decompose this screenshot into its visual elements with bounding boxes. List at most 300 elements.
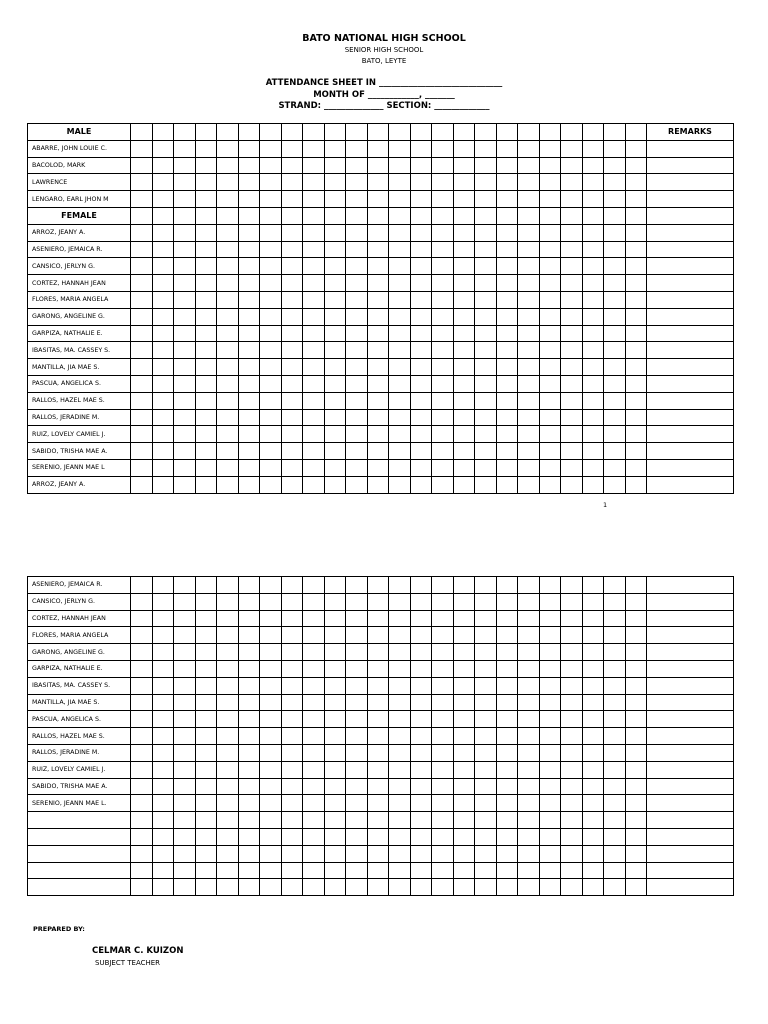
attendance-cell [217, 291, 239, 308]
attendance-cell [152, 207, 174, 224]
attendance-cell [518, 375, 540, 392]
remarks-cell [647, 157, 734, 174]
attendance-cell [260, 828, 282, 845]
attendance-cell [303, 476, 325, 493]
attendance-cell [324, 862, 346, 879]
attendance-cell [367, 778, 389, 795]
attendance-cell [238, 862, 260, 879]
attendance-cell [238, 761, 260, 778]
attendance-cell [432, 409, 454, 426]
attendance-cell [174, 795, 196, 812]
table-row [28, 660, 734, 677]
attendance-cell [131, 828, 153, 845]
attendance-cell [217, 879, 239, 896]
attendance-cell [281, 778, 303, 795]
attendance-cell [604, 476, 626, 493]
attendance-cell [281, 610, 303, 627]
attendance-cell [324, 476, 346, 493]
attendance-cell [367, 677, 389, 694]
attendance-cell [217, 761, 239, 778]
attendance-cell [260, 577, 282, 594]
attendance-cell [453, 828, 475, 845]
attendance-cell [260, 191, 282, 208]
remarks-cell [647, 828, 734, 845]
attendance-cell [367, 711, 389, 728]
attendance-cell [518, 291, 540, 308]
attendance-cell [303, 224, 325, 241]
attendance-cell [174, 140, 196, 157]
remarks-cell [647, 426, 734, 443]
attendance-cell [260, 359, 282, 376]
attendance-cell [625, 845, 647, 862]
attendance-cell [518, 275, 540, 292]
attendance-cell [131, 258, 153, 275]
attendance-cell [238, 207, 260, 224]
table-row [28, 342, 734, 359]
student-name-cell: MANTILLA, JIA MAE S. [28, 694, 131, 711]
table-row [28, 711, 734, 728]
attendance-cell [238, 325, 260, 342]
attendance-cell [389, 744, 411, 761]
attendance-cell [195, 862, 217, 879]
attendance-cell [174, 677, 196, 694]
attendance-cell [496, 140, 518, 157]
attendance-cell [346, 728, 368, 745]
attendance-cell [453, 677, 475, 694]
attendance-cell [131, 157, 153, 174]
attendance-cell [367, 627, 389, 644]
attendance-cell [303, 375, 325, 392]
header-row [28, 124, 734, 141]
student-name-cell: CANSICO, JERLYN G. [28, 258, 131, 275]
attendance-cell [346, 241, 368, 258]
attendance-cell [346, 812, 368, 829]
attendance-cell [131, 761, 153, 778]
attendance-cell [582, 862, 604, 879]
attendance-cell [625, 443, 647, 460]
attendance-cell [303, 744, 325, 761]
attendance-cell [496, 275, 518, 292]
attendance-cell [346, 342, 368, 359]
attendance-cell [625, 593, 647, 610]
attendance-cell [324, 795, 346, 812]
attendance-cell [561, 174, 583, 191]
attendance-cell [518, 644, 540, 661]
attendance-cell [625, 862, 647, 879]
attendance-cell [346, 476, 368, 493]
remarks-cell [647, 660, 734, 677]
attendance-cell [539, 443, 561, 460]
attendance-cell [367, 207, 389, 224]
attendance-cell [604, 291, 626, 308]
attendance-cell [475, 140, 497, 157]
attendance-cell [217, 124, 239, 141]
remarks-cell [647, 375, 734, 392]
table-row [28, 728, 734, 745]
attendance-cell [281, 275, 303, 292]
attendance-cell [238, 392, 260, 409]
attendance-cell [260, 140, 282, 157]
attendance-cell [131, 476, 153, 493]
attendance-cell [410, 694, 432, 711]
attendance-cell [152, 308, 174, 325]
attendance-cell [367, 744, 389, 761]
attendance-cell [496, 627, 518, 644]
attendance-cell [389, 409, 411, 426]
attendance-cell [432, 778, 454, 795]
attendance-cell [324, 291, 346, 308]
attendance-cell [324, 359, 346, 376]
attendance-cell [367, 443, 389, 460]
attendance-cell [561, 359, 583, 376]
attendance-cell [195, 761, 217, 778]
attendance-cell [496, 845, 518, 862]
attendance-cell [475, 744, 497, 761]
attendance-cell [238, 443, 260, 460]
attendance-cell [346, 677, 368, 694]
attendance-cell [238, 275, 260, 292]
attendance-cell [475, 627, 497, 644]
attendance-cell [625, 157, 647, 174]
attendance-cell [281, 140, 303, 157]
attendance-cell [131, 593, 153, 610]
attendance-cell [539, 325, 561, 342]
attendance-cell [174, 778, 196, 795]
attendance-cell [625, 191, 647, 208]
attendance-cell [604, 443, 626, 460]
attendance-cell [410, 157, 432, 174]
attendance-cell [324, 728, 346, 745]
attendance-cell [561, 610, 583, 627]
attendance-cell [582, 392, 604, 409]
attendance-cell [518, 308, 540, 325]
attendance-cell [453, 627, 475, 644]
attendance-cell [174, 426, 196, 443]
attendance-cell [539, 140, 561, 157]
remarks-cell [647, 258, 734, 275]
attendance-cell [410, 728, 432, 745]
attendance-cell [389, 207, 411, 224]
attendance-cell [518, 258, 540, 275]
attendance-cell [453, 812, 475, 829]
attendance-cell [152, 392, 174, 409]
attendance-cell [281, 325, 303, 342]
attendance-cell [152, 644, 174, 661]
attendance-cell [496, 375, 518, 392]
attendance-cell [152, 744, 174, 761]
attendance-cell [281, 191, 303, 208]
student-name-cell [28, 812, 131, 829]
attendance-cell [539, 241, 561, 258]
attendance-cell [453, 140, 475, 157]
remarks-cell [647, 459, 734, 476]
table-row [28, 375, 734, 392]
attendance-cell [432, 728, 454, 745]
signatory-name: CELMAR C. KUIZON [92, 946, 184, 956]
attendance-cell [561, 677, 583, 694]
attendance-cell [260, 241, 282, 258]
attendance-cell [174, 157, 196, 174]
attendance-cell [389, 761, 411, 778]
attendance-cell [260, 325, 282, 342]
attendance-cell [217, 174, 239, 191]
attendance-cell [475, 476, 497, 493]
student-name-cell: PASCUA, ANGELICA S. [28, 375, 131, 392]
attendance-cell [410, 828, 432, 845]
attendance-cell [432, 443, 454, 460]
attendance-cell [475, 459, 497, 476]
attendance-cell [367, 879, 389, 896]
attendance-cell [496, 392, 518, 409]
attendance-cell [539, 157, 561, 174]
attendance-cell [453, 845, 475, 862]
attendance-cell [539, 476, 561, 493]
attendance-cell [582, 359, 604, 376]
remarks-cell [647, 577, 734, 594]
attendance-cell [625, 627, 647, 644]
student-name-cell: RALLOS, JERADINE M. [28, 744, 131, 761]
attendance-cell [131, 359, 153, 376]
remarks-cell [647, 409, 734, 426]
attendance-cell [238, 124, 260, 141]
attendance-cell [539, 359, 561, 376]
attendance-cell [561, 593, 583, 610]
attendance-cell [453, 325, 475, 342]
attendance-cell [281, 694, 303, 711]
attendance-cell [281, 845, 303, 862]
attendance-cell [561, 627, 583, 644]
attendance-cell [346, 644, 368, 661]
attendance-cell [195, 157, 217, 174]
attendance-cell [260, 879, 282, 896]
attendance-cell [539, 258, 561, 275]
attendance-cell [561, 443, 583, 460]
attendance-cell [561, 375, 583, 392]
attendance-cell [432, 879, 454, 896]
attendance-cell [260, 761, 282, 778]
attendance-cell [518, 812, 540, 829]
attendance-cell [152, 660, 174, 677]
attendance-cell [260, 375, 282, 392]
attendance-cell [582, 342, 604, 359]
attendance-cell [539, 711, 561, 728]
attendance-cell [518, 224, 540, 241]
attendance-cell [518, 124, 540, 141]
remarks-cell [647, 879, 734, 896]
attendance-cell [410, 879, 432, 896]
attendance-cell [432, 711, 454, 728]
attendance-cell [561, 426, 583, 443]
attendance-cell [410, 577, 432, 594]
attendance-cell [582, 258, 604, 275]
attendance-cell [410, 778, 432, 795]
attendance-cell [604, 174, 626, 191]
attendance-cell [152, 191, 174, 208]
attendance-cell [303, 610, 325, 627]
attendance-cell [346, 459, 368, 476]
table-row [28, 644, 734, 661]
attendance-cell [346, 359, 368, 376]
student-name-cell: RALLOS, JERADINE M. [28, 409, 131, 426]
attendance-cell [367, 191, 389, 208]
attendance-cell [152, 241, 174, 258]
attendance-cell [496, 291, 518, 308]
attendance-cell [195, 224, 217, 241]
attendance-cell [303, 359, 325, 376]
attendance-cell [281, 308, 303, 325]
attendance-cell [238, 191, 260, 208]
attendance-cell [518, 325, 540, 342]
remarks-cell [647, 677, 734, 694]
attendance-cell [281, 409, 303, 426]
attendance-cell [303, 761, 325, 778]
attendance-cell [324, 140, 346, 157]
attendance-cell [152, 140, 174, 157]
attendance-cell [238, 157, 260, 174]
attendance-cell [217, 224, 239, 241]
attendance-cell [410, 392, 432, 409]
attendance-cell [625, 275, 647, 292]
attendance-cell [238, 140, 260, 157]
attendance-cell [238, 728, 260, 745]
attendance-cell [410, 207, 432, 224]
attendance-cell [152, 459, 174, 476]
attendance-cell [152, 677, 174, 694]
attendance-cell [389, 577, 411, 594]
attendance-cell [518, 879, 540, 896]
attendance-cell [496, 728, 518, 745]
attendance-cell [561, 224, 583, 241]
remarks-cell [647, 845, 734, 862]
attendance-cell [475, 174, 497, 191]
attendance-cell [475, 241, 497, 258]
attendance-cell [346, 426, 368, 443]
attendance-cell [582, 694, 604, 711]
attendance-cell [561, 644, 583, 661]
student-name-cell: IBASITAS, MA. CASSEY S. [28, 342, 131, 359]
attendance-cell [389, 459, 411, 476]
attendance-cell [152, 728, 174, 745]
attendance-cell [496, 761, 518, 778]
attendance-cell [260, 627, 282, 644]
attendance-cell [475, 711, 497, 728]
attendance-cell [389, 795, 411, 812]
attendance-cell [518, 157, 540, 174]
attendance-cell [367, 342, 389, 359]
attendance-cell [281, 677, 303, 694]
attendance-cell [453, 744, 475, 761]
attendance-cell [217, 191, 239, 208]
attendance-cell [432, 342, 454, 359]
attendance-cell [131, 610, 153, 627]
attendance-cell [260, 426, 282, 443]
attendance-cell [174, 191, 196, 208]
remarks-header: REMARKS [647, 124, 734, 141]
attendance-cell [625, 744, 647, 761]
attendance-cell [453, 577, 475, 594]
attendance-cell [281, 392, 303, 409]
attendance-cell [195, 291, 217, 308]
attendance-cell [217, 359, 239, 376]
table-row [28, 459, 734, 476]
attendance-cell [496, 241, 518, 258]
attendance-cell [303, 644, 325, 661]
attendance-cell [131, 443, 153, 460]
table-row [28, 409, 734, 426]
attendance-cell [496, 795, 518, 812]
attendance-cell [281, 443, 303, 460]
attendance-cell [324, 610, 346, 627]
attendance-cell [582, 778, 604, 795]
attendance-cell [367, 325, 389, 342]
remarks-cell [647, 392, 734, 409]
attendance-cell [604, 426, 626, 443]
attendance-cell [152, 124, 174, 141]
attendance-cell [260, 124, 282, 141]
student-name-cell: RALLOS, HAZEL MAE S. [28, 728, 131, 745]
attendance-cell [174, 476, 196, 493]
attendance-cell [625, 879, 647, 896]
attendance-cell [367, 140, 389, 157]
attendance-cell [410, 660, 432, 677]
attendance-cell [496, 325, 518, 342]
attendance-cell [217, 694, 239, 711]
attendance-cell [410, 174, 432, 191]
attendance-cell [217, 744, 239, 761]
attendance-cell [410, 443, 432, 460]
attendance-cell [410, 258, 432, 275]
attendance-cell [453, 174, 475, 191]
attendance-cell [625, 224, 647, 241]
attendance-cell [281, 744, 303, 761]
attendance-cell [281, 224, 303, 241]
student-name-cell: MANTILLA, JIA MAE S. [28, 359, 131, 376]
attendance-cell [561, 577, 583, 594]
attendance-cell [604, 778, 626, 795]
attendance-cell [582, 308, 604, 325]
attendance-cell [238, 828, 260, 845]
attendance-cell [131, 862, 153, 879]
student-name-cell: FLORES, MARIA ANGELA [28, 627, 131, 644]
attendance-cell [238, 812, 260, 829]
attendance-cell [303, 778, 325, 795]
attendance-cell [453, 291, 475, 308]
attendance-cell [217, 795, 239, 812]
table-row [28, 224, 734, 241]
attendance-cell [174, 761, 196, 778]
attendance-cell [432, 744, 454, 761]
attendance-cell [367, 224, 389, 241]
attendance-cell [410, 224, 432, 241]
attendance-cell [582, 157, 604, 174]
attendance-cell [174, 812, 196, 829]
attendance-cell [410, 644, 432, 661]
attendance-cell [174, 443, 196, 460]
attendance-cell [131, 577, 153, 594]
attendance-cell [561, 409, 583, 426]
attendance-cell [367, 660, 389, 677]
attendance-cell [152, 694, 174, 711]
attendance-cell [453, 258, 475, 275]
attendance-cell [195, 728, 217, 745]
attendance-cell [238, 359, 260, 376]
attendance-cell [174, 610, 196, 627]
attendance-cell [432, 124, 454, 141]
attendance-cell [625, 610, 647, 627]
attendance-cell [453, 593, 475, 610]
attendance-cell [410, 308, 432, 325]
attendance-cell [389, 476, 411, 493]
